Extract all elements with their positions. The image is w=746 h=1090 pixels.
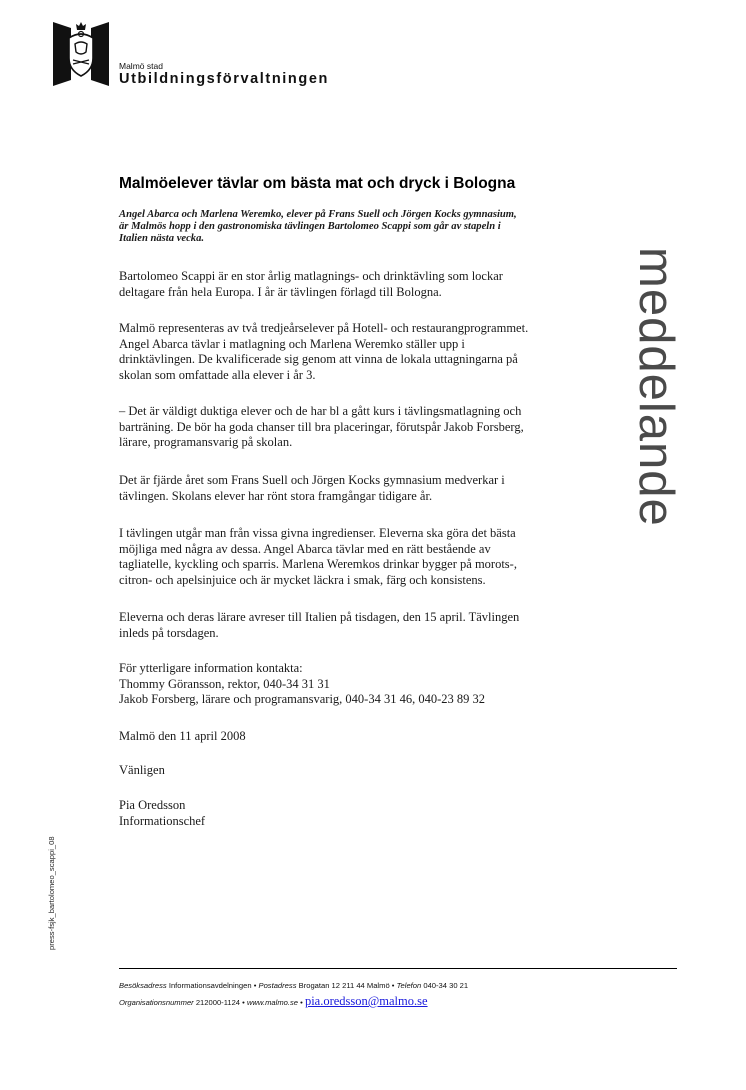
paragraph-line: Bartolomeo Scappi är en stor årlig matlagnings- och drinktävling som lockar (119, 269, 503, 283)
date-line (119, 729, 639, 745)
paragraph-representation (119, 321, 639, 383)
lead-line: Angel Abarca och Marlena Weremko, elever på Frans Suell och Jörgen Kocks gymnasium, (119, 209, 517, 220)
lead-line: Italien nästa vecka. (119, 233, 205, 245)
footer-website-link[interactable]: www.malmo.se (246, 998, 299, 1007)
date-text: Malmö den 11 april 2008 (119, 729, 246, 743)
document-type-label (629, 247, 710, 547)
lead-paragraph (119, 209, 639, 246)
signature-name: Pia Oredsson (119, 798, 186, 812)
footer-separator: • (253, 981, 257, 990)
contact-block (119, 661, 639, 708)
footer-postal-label: Postadress (258, 981, 297, 990)
paragraph-intro (119, 269, 639, 300)
footer-phone-value: 040-34 30 21 (423, 981, 469, 990)
document-reference-text: press-fsjk_bartolomeo_scappi_08 (47, 836, 56, 950)
paragraph-history (119, 473, 639, 504)
paragraph-line: drinktävlingen. De kvalificerade sig genom att vinna de lokala uttagningarna på (119, 352, 518, 366)
footer-visit-label: Besöksadress (119, 981, 167, 990)
malmo-coat-of-arms-logo (53, 22, 109, 86)
footer-org-value: 212000-1124 (195, 998, 241, 1007)
footer-org-label: Organisationsnummer (119, 998, 194, 1007)
footer-visit-value: Informationsavdelningen (168, 981, 252, 990)
paragraph-line: möjliga med några av dessa. Angel Abarca tävlar med en rätt bestående av (119, 541, 491, 556)
footer-postal-value: Brogatan 12 211 44 Malmö (298, 981, 390, 990)
document-reference (45, 836, 59, 1090)
footer-separator: • (300, 998, 303, 1007)
paragraph-line: barträning. De bör ha goda chanser till bra placeringar, förutspår Jakob Forsberg, (119, 419, 524, 434)
footer-separator: • (391, 981, 395, 990)
paragraph-line: inleds på torsdagen. (119, 625, 219, 640)
paragraph-quote (119, 404, 639, 451)
paragraph-line: Det är fjärde året som Frans Suell och Jörgen Kocks gymnasium medverkar i (119, 473, 505, 487)
paragraph-line: Angel Abarca tävlar i matlagning och Marlena Weremko ställer upp i (119, 336, 465, 351)
paragraph-line: – Det är väldigt duktiga elever och de har bl a gått kurs i tävlingsmatlagning och (119, 404, 522, 418)
contact-line: Thommy Göransson, rektor, 040-34 31 31 (119, 676, 330, 691)
paragraph-line: Malmö representeras av två tredjeårselever på Hotell- och restaurangprogrammet. (119, 321, 529, 335)
greeting (119, 763, 639, 779)
paragraph-line: deltagare från hela Europa. I år är tävlingen förlagd till Bologna. (119, 284, 442, 299)
paragraph-line: citron- och apelsinjuice och är mycket läckra i smak, färg och konsistens. (119, 572, 486, 587)
lead-line: är Malmös hopp i den gastronomiska tävlingen Bartolomeo Scappi som går av stapeln i (119, 221, 501, 233)
greeting-text: Vänligen (119, 763, 165, 777)
org-department-name: Utbildningsförvaltningen (119, 71, 329, 87)
footer-divider (119, 968, 677, 969)
paragraph-line: Eleverna och deras lärare avreser till Italien på tisdagen, den 15 april. Tävlingen (119, 610, 520, 624)
footer-address-line (119, 981, 468, 990)
footer-email-link[interactable]: pia.oredsson@malmo.se (304, 994, 428, 1008)
press-release-headline: Malmöelever tävlar om bästa mat och dryck i Bologna (119, 175, 516, 192)
paragraph-line: skolan som omfattade alla elever i år 3. (119, 367, 316, 382)
signature-block (119, 798, 639, 829)
contact-line: För ytterligare information kontakta: (119, 661, 303, 675)
paragraph-line: lärare, programansvarig på skolan. (119, 435, 293, 449)
paragraph-line: tävlingen. Skolans elever har rönt stora framgångar tidigare år. (119, 488, 433, 503)
paragraph-competition (119, 526, 639, 588)
contact-line: Jakob Forsberg, lärare och programansvarig, 040-34 31 46, 040-23 89 32 (119, 692, 486, 706)
paragraph-travel (119, 610, 639, 641)
signature-title: Informationschef (119, 813, 206, 828)
footer-phone-label: Telefon (396, 981, 422, 990)
document-type-text: meddelande (629, 247, 683, 527)
org-city-name: Malmö stad (119, 61, 163, 71)
footer-separator: • (242, 998, 245, 1007)
paragraph-line: tagliatelle, kyckling och sparris. Marlena Weremkos drinkar bygger på morots-, (119, 557, 517, 571)
paragraph-line: I tävlingen utgår man från vissa givna ingredienser. Eleverna ska göra det bästa (119, 526, 516, 540)
footer-org-line (119, 994, 428, 1009)
